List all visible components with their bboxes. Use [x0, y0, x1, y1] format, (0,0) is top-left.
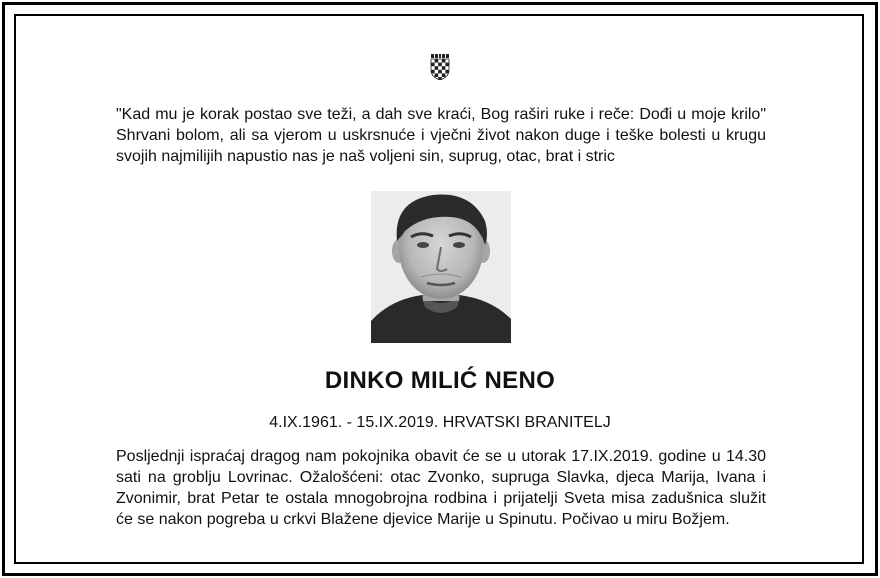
funeral-announcement	[116, 446, 766, 530]
deceased-name: DINKO MILIĆ NENO	[324, 367, 556, 394]
quote-line-3: svojih najmilijih napustio nas je naš voljeni sin, suprug, otac, brat i stric	[116, 148, 615, 165]
quote-line-1: "Kad mu je korak postao sve teži, a dah sve kraći, Bog raširi ruke i reče: Dođi u moje krilo"	[116, 106, 766, 123]
body-line-1: Posljednji ispraćaj dragog nam pokojnika obavit će se u utorak 17.IX.2019. godine u 14.30	[116, 448, 766, 465]
portrait-photo	[371, 191, 511, 343]
body-line-3: Zvonimir, brat Petar te ostala mnogobrojna rodbina i prijatelji Sveta misa zadušnica služit	[116, 490, 766, 507]
body-line-4: će se nakon pogreba u crkvi Blažene djevice Marije u Spinutu. Počivao u miru Božjem.	[116, 511, 730, 528]
body-line-2: sati na groblju Lovrinac. Ožalošćeni: otac Zvonko, supruga Slavka, djeca Marija, Ivana i	[116, 469, 766, 486]
opening-quote	[116, 104, 766, 167]
quote-line-2: Shrvani bolom, ali sa vjerom u uskrsnuće i vječni život nakon duge i teške bolesti u krugu	[116, 127, 766, 144]
life-dates: 4.IX.1961. - 15.IX.2019. HRVATSKI BRANITELJ	[269, 414, 611, 431]
croatian-crest-icon	[430, 54, 450, 80]
